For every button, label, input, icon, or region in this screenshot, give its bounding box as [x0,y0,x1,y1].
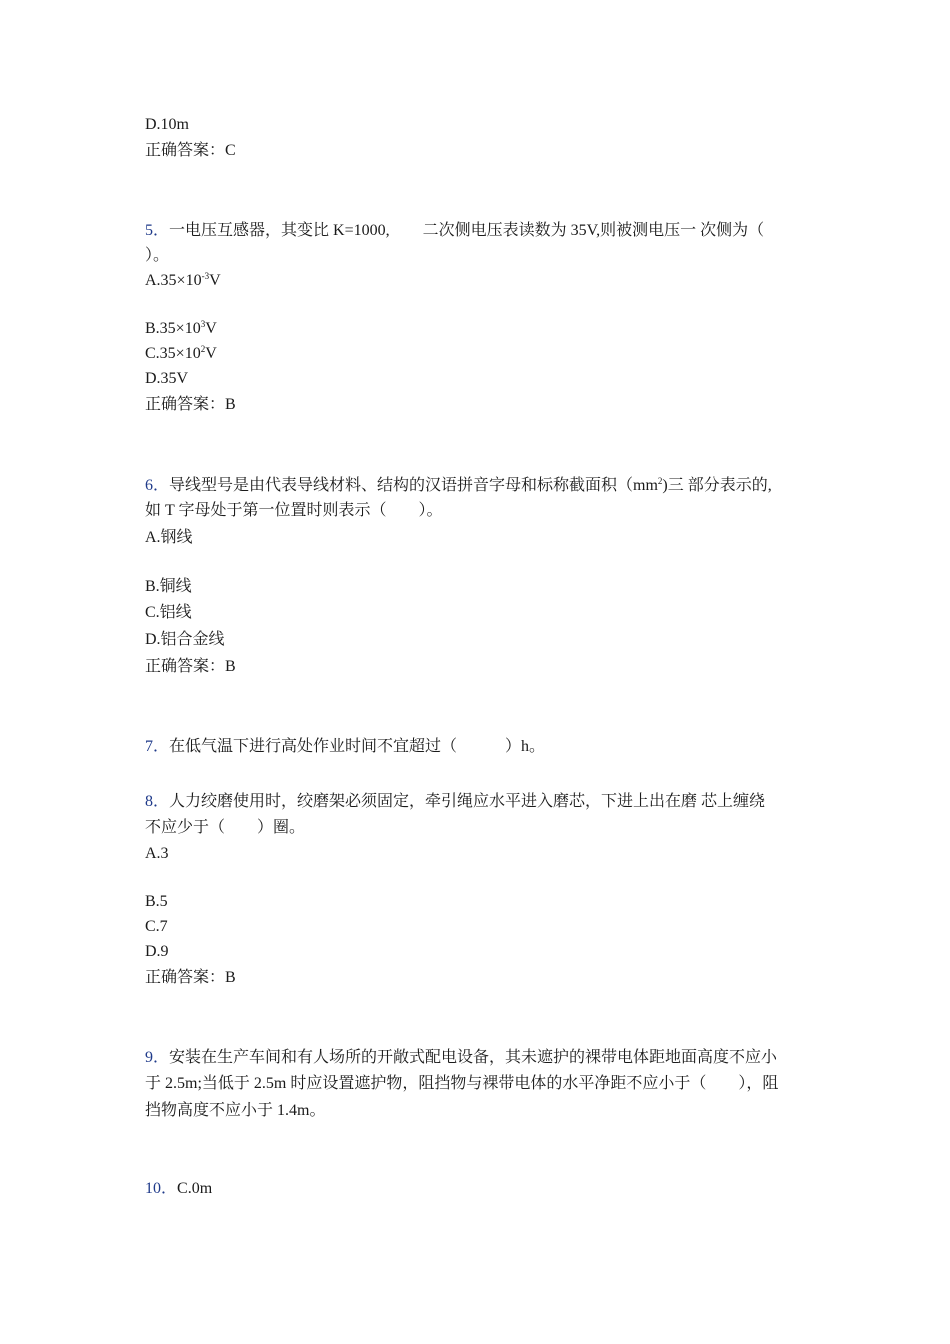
q5-option-d: D.35V [145,370,189,387]
q7-number: 7． [145,738,170,755]
q6-text-part2: )三 部分表示的, [662,477,772,494]
q5-number: 5． [145,222,170,239]
q7-question: 在低气温下进行高处作业时间不宜超过（ ）h。 [169,738,546,755]
q5-text-part1: 一电压互感器，其变比 K=1000, [169,222,390,239]
q8-answer: 正确答案：B [145,969,236,986]
q6-text-line2: 如 T 字母处于第一位置时则表示（ ）。 [145,502,443,519]
q5-option-b-exponent: 3 [200,319,206,329]
q5-text-line1 [145,221,764,241]
q6-number: 6． [145,477,170,494]
q8-text-line1 [145,792,765,812]
q9-question-line1: 安装在生产车间和有人场所的开敞式配电设备，其未遮护的裸带电体距地面高度不应小 [169,1049,778,1066]
q8-option-c: C.7 [145,918,168,935]
q9-text-line3: 挡物高度不应小于 1.4m。 [145,1102,326,1119]
q5-option-c [145,344,217,364]
q5-text-part2: 二次侧电压表读数为 35V,则被测电压一 次侧为（ [422,222,765,239]
q10-text [145,1179,212,1199]
q5-option-c-exponent: 2 [200,344,206,354]
q10-content: C.0m [177,1180,213,1197]
q5-option-b-base: B.35×10 [145,320,201,337]
q5-option-c-unit: V [205,345,217,362]
q8-number: 8． [145,793,170,810]
q5-answer: 正确答案：B [145,396,236,413]
q6-text-part1: 导线型号是由代表导线材料、结构的汉语拼音字母和标称截面积（mm [169,477,658,494]
q6-answer: 正确答案：B [145,658,236,675]
q6-option-b: B.铜线 [145,578,192,595]
q5-option-a [145,271,221,291]
q8-option-b: B.5 [145,893,168,910]
q5-option-b-unit: V [205,320,217,337]
q5-option-a-exponent: -3 [201,271,210,281]
q6-text-exponent: 2 [657,476,663,486]
q6-option-c: C.铝线 [145,604,192,621]
q9-text-line2: 于 2.5m;当低于 2.5m 时应设置遮护物，阻挡物与裸带电体的水平净距不应小于（ ），阻 [145,1075,779,1092]
q8-question-line1: 人力绞磨使用时，绞磨架必须固定，牵引绳应水平进入磨芯，下进上出在磨 芯上缠绕 [169,793,766,810]
q5-option-c-base: C.35×10 [145,345,201,362]
q6-option-d: D.铝合金线 [145,631,225,648]
q5-option-a-unit: V [209,272,221,289]
q9-text-line1 [145,1048,777,1068]
q6-text-line1 [145,476,772,496]
q8-option-a: A.3 [145,845,169,862]
prev-answer: 正确答案：C [145,142,236,159]
q5-option-b [145,319,217,339]
q6-option-a: A.钢线 [145,529,193,546]
q8-option-d: D.9 [145,943,169,960]
q10-number: 10． [145,1180,178,1197]
q8-text-line2: 不应少于（ ）圈。 [145,819,306,836]
prev-option-d: D.10m [145,116,189,133]
q5-text-line2: ）。 [145,247,170,264]
q9-number: 9． [145,1049,170,1066]
q5-option-a-base: A.35×10 [145,272,202,289]
q7-text [145,737,545,757]
